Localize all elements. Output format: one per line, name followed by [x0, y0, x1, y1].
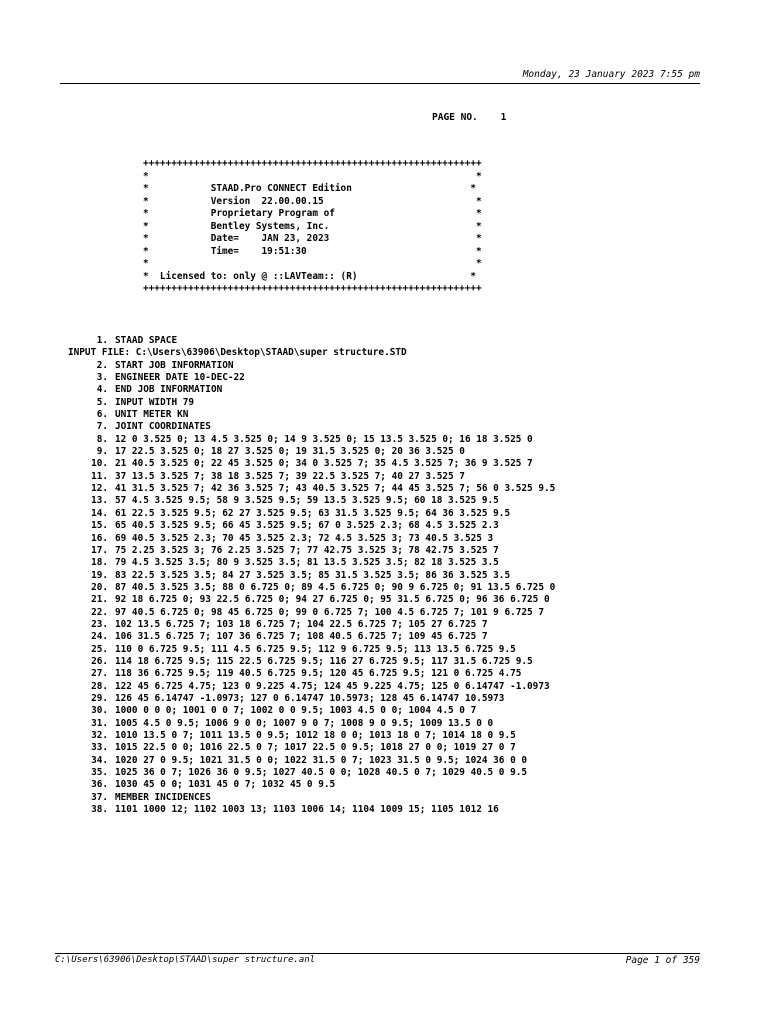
- line-number: 30.: [91, 705, 108, 717]
- line-number: 23.: [91, 618, 108, 630]
- line-number: 11.: [91, 470, 108, 482]
- line-number: 29.: [91, 692, 108, 704]
- line-number: 26.: [91, 655, 108, 667]
- banner-line: * Proprietary Program of *: [143, 208, 482, 219]
- line-number: 15.: [91, 520, 108, 532]
- listing-line: [68, 446, 763, 458]
- listing-line: [68, 360, 763, 372]
- line-command: 97 40.5 6.725 0; 98 45 6.725 0; 99 0 6.725 7; 100 4.5 6.725 7; 101 9 6.725 7: [115, 606, 544, 618]
- listing-line: [68, 767, 763, 779]
- line-command: START JOB INFORMATION: [115, 359, 234, 371]
- line-command: 69 40.5 3.525 2.3; 70 45 3.525 2.3; 72 4.5 3.525 3; 73 40.5 3.525 3: [115, 532, 494, 544]
- line-command: 21 40.5 3.525 0; 22 45 3.525 0; 34 0 3.525 7; 35 4.5 3.525 7; 36 9 3.525 7: [115, 458, 533, 470]
- line-command: 114 18 6.725 9.5; 115 22.5 6.725 9.5; 116 27 6.725 9.5; 117 31.5 6.725 9.5: [115, 655, 533, 667]
- line-number: 32.: [91, 730, 108, 741]
- line-command: 1000 0 0 0; 1001 0 0 7; 1002 0 0 9.5; 1003 4.5 0 0; 1004 4.5 0 7: [115, 705, 477, 717]
- line-number: 8.: [96, 433, 108, 445]
- listing-line: [68, 372, 763, 384]
- line-command: 61 22.5 3.525 9.5; 62 27 3.525 9.5; 63 31.5 3.525 9.5; 64 36 3.525 9.5: [115, 507, 511, 519]
- line-command: 37 13.5 3.525 7; 38 18 3.525 7; 39 22.5 3.525 7; 40 27 3.525 7: [115, 470, 465, 482]
- line-number: 6.: [96, 409, 108, 421]
- listing-line: [68, 347, 763, 359]
- line-command: INPUT WIDTH 79: [115, 396, 195, 408]
- line-number: 4.: [96, 384, 108, 396]
- line-command: 102 13.5 6.725 7; 103 18 6.725 7; 104 22.5 6.725 7; 105 27 6.725 7: [115, 618, 488, 630]
- line-command: 1025 36 0 7; 1026 36 0 9.5; 1027 40.5 0 0; 1028 40.5 0 7; 1029 40.5 0 9.5: [115, 767, 528, 779]
- line-command: 110 0 6.725 9.5; 111 4.5 6.725 9.5; 112 9 6.725 9.5; 113 13.5 6.725 9.5: [115, 643, 516, 655]
- line-number: 13.: [91, 495, 108, 507]
- line-number: 31.: [91, 717, 108, 729]
- line-number: 3.: [96, 372, 108, 384]
- listing-line: [68, 779, 763, 791]
- page-number-label: PAGE NO. 1: [432, 112, 507, 123]
- line-number: 38.: [91, 804, 108, 816]
- line-number: 36.: [91, 779, 108, 791]
- line-number: 9.: [96, 446, 108, 458]
- line-number: 27.: [91, 668, 108, 680]
- line-number: 12.: [91, 483, 108, 495]
- listing-line: [68, 681, 763, 693]
- listing-line: [68, 335, 763, 347]
- line-number: 19.: [91, 569, 108, 581]
- line-command: 41 31.5 3.525 7; 42 36 3.525 7; 43 40.5 3.525 7; 44 45 3.525 7; 56 0 3.525 9.5: [115, 483, 556, 495]
- banner-line: * *: [143, 170, 482, 182]
- footer-page-counter: Page 1 of 359: [625, 955, 700, 966]
- banner-line: * *: [143, 258, 482, 269]
- line-command: 1010 13.5 0 7; 1011 13.5 0 9.5; 1012 18 0 0; 1013 18 0 7; 1014 18 0 9.5: [115, 730, 516, 741]
- footer-divider: [55, 953, 700, 954]
- listing-line: [68, 533, 763, 545]
- line-number: 7.: [96, 421, 108, 433]
- line-number: 1.: [96, 335, 108, 346]
- line-command: 126 45 6.14747 -1.0973; 127 0 6.14747 10.5973; 128 45 6.14747 10.5973: [115, 692, 505, 704]
- header-datetime: Monday, 23 January 2023 7:55 pm: [522, 69, 700, 80]
- line-number: 2.: [96, 359, 108, 371]
- line-command: JOINT COORDINATES: [115, 421, 211, 433]
- line-command: END JOB INFORMATION: [115, 384, 223, 396]
- banner-line: * Version 22.00.00.15 *: [143, 195, 482, 207]
- banner-line: ++++++++++++++++++++++++++++++++++++++++++++++++++++++++++++: [143, 283, 482, 294]
- line-number: 10.: [91, 458, 108, 470]
- line-command: 12 0 3.525 0; 13 4.5 3.525 0; 14 9 3.525 0; 15 13.5 3.525 0; 16 18 3.525 0: [115, 433, 533, 445]
- listing-line: [68, 409, 763, 421]
- listing-line: [68, 570, 763, 582]
- line-command: 1015 22.5 0 0; 1016 22.5 0 7; 1017 22.5 0 9.5; 1018 27 0 0; 1019 27 0 7: [115, 742, 516, 754]
- listing-line: [68, 668, 763, 680]
- banner-line: * Bentley Systems, Inc. *: [143, 220, 482, 232]
- listing-line: [68, 520, 763, 532]
- line-number: 25.: [91, 643, 108, 655]
- line-command: 1030 45 0 0; 1031 45 0 7; 1032 45 0 9.5: [115, 779, 336, 791]
- listing-line: [68, 582, 763, 594]
- header-divider: [60, 83, 700, 84]
- banner-line: * Time= 19:51:30 *: [143, 245, 482, 257]
- listing-line: [68, 644, 763, 656]
- line-command: 75 2.25 3.525 3; 76 2.25 3.525 7; 77 42.75 3.525 3; 78 42.75 3.525 7: [115, 544, 499, 556]
- line-command: MEMBER INCIDENCES: [115, 791, 211, 803]
- line-command: 83 22.5 3.525 3.5; 84 27 3.525 3.5; 85 31.5 3.525 3.5; 86 36 3.525 3.5: [115, 569, 511, 581]
- line-command: 87 40.5 3.525 3.5; 88 0 6.725 0; 89 4.5 6.725 0; 90 9 6.725 0; 91 13.5 6.725 0: [115, 581, 556, 593]
- banner-line: ++++++++++++++++++++++++++++++++++++++++++++++++++++++++++++: [143, 158, 482, 169]
- line-number: 16.: [91, 532, 108, 544]
- line-command: 79 4.5 3.525 3.5; 80 9 3.525 3.5; 81 13.5 3.525 3.5; 82 18 3.525 3.5: [115, 557, 499, 569]
- line-command: STAAD SPACE: [115, 335, 178, 346]
- line-command: 106 31.5 6.725 7; 107 36 6.725 7; 108 40.5 6.725 7; 109 45 6.725 7: [115, 631, 488, 643]
- listing-line: [68, 458, 763, 470]
- banner-line: * STAAD.Pro CONNECT Edition *: [143, 183, 477, 194]
- line-number: 17.: [91, 544, 108, 556]
- line-number: 37.: [91, 791, 108, 803]
- line-command: 122 45 6.725 4.75; 123 0 9.225 4.75; 124 45 9.225 4.75; 125 0 6.14747 -1.0973: [115, 680, 550, 692]
- listing-line: [68, 730, 763, 742]
- listing-line: [68, 607, 763, 619]
- line-number: 24.: [91, 631, 108, 643]
- listing-line: [68, 656, 763, 668]
- line-command: 92 18 6.725 0; 93 22.5 6.725 0; 94 27 6.725 0; 95 31.5 6.725 0; 96 36 6.725 0: [115, 594, 550, 606]
- listing-line: [68, 804, 763, 816]
- listing-line: [68, 693, 763, 705]
- banner-line: * Licensed to: only @ ::LAVTeam:: (R) *: [143, 270, 477, 282]
- listing-line: [68, 421, 763, 433]
- line-command: 118 36 6.725 9.5; 119 40.5 6.725 9.5; 120 45 6.725 9.5; 121 0 6.725 4.75: [115, 668, 522, 680]
- line-number: 20.: [91, 581, 108, 593]
- banner-line: * Date= JAN 23, 2023 *: [143, 233, 482, 244]
- listing-line: [68, 384, 763, 396]
- listing-line: [68, 619, 763, 631]
- line-command: 57 4.5 3.525 9.5; 58 9 3.525 9.5; 59 13.5 3.525 9.5; 60 18 3.525 9.5: [115, 495, 499, 507]
- line-number: 33.: [91, 742, 108, 754]
- program-banner: [143, 158, 482, 296]
- listing-line: [68, 557, 763, 569]
- line-command: 17 22.5 3.525 0; 18 27 3.525 0; 19 31.5 3.525 0; 20 36 3.525 0: [115, 446, 465, 458]
- input-file-path: INPUT FILE: C:\Users\63906\Desktop\STAAD\super structure.STD: [68, 347, 407, 359]
- line-number: 22.: [91, 606, 108, 618]
- line-command: UNIT METER KN: [115, 409, 189, 421]
- line-number: 5.: [96, 396, 108, 408]
- listing-line: [68, 508, 763, 520]
- listing-line: [68, 718, 763, 730]
- line-number: 14.: [91, 507, 108, 519]
- line-number: 21.: [91, 594, 108, 606]
- listing-line: [68, 755, 763, 767]
- listing-line: [68, 495, 763, 507]
- line-number: 18.: [91, 557, 108, 569]
- listing-line: [68, 545, 763, 557]
- listing-line: [68, 792, 763, 804]
- footer-file-path: C:\Users\63906\Desktop\STAAD\super structure.anl: [55, 955, 316, 965]
- listing-line: [68, 397, 763, 409]
- line-number: 34.: [91, 754, 108, 766]
- line-command: 65 40.5 3.525 9.5; 66 45 3.525 9.5; 67 0 3.525 2.3; 68 4.5 3.525 2.3: [115, 520, 499, 532]
- line-number: 28.: [91, 680, 108, 692]
- line-command: ENGINEER DATE 10-DEC-22: [115, 372, 245, 384]
- line-command: 1005 4.5 0 9.5; 1006 9 0 0; 1007 9 0 7; 1008 9 0 9.5; 1009 13.5 0 0: [115, 717, 494, 729]
- listing-line: [68, 434, 763, 446]
- listing-line: [68, 631, 763, 643]
- listing-line: [68, 705, 763, 717]
- listing-line: [68, 471, 763, 483]
- input-listing: [68, 335, 763, 816]
- line-number: 35.: [91, 767, 108, 779]
- listing-line: [68, 483, 763, 495]
- listing-line: [68, 594, 763, 606]
- line-command: 1101 1000 12; 1102 1003 13; 1103 1006 14; 1104 1009 15; 1105 1012 16: [115, 804, 499, 816]
- listing-line: [68, 742, 763, 754]
- line-command: 1020 27 0 9.5; 1021 31.5 0 0; 1022 31.5 0 7; 1023 31.5 0 9.5; 1024 36 0 0: [115, 754, 528, 766]
